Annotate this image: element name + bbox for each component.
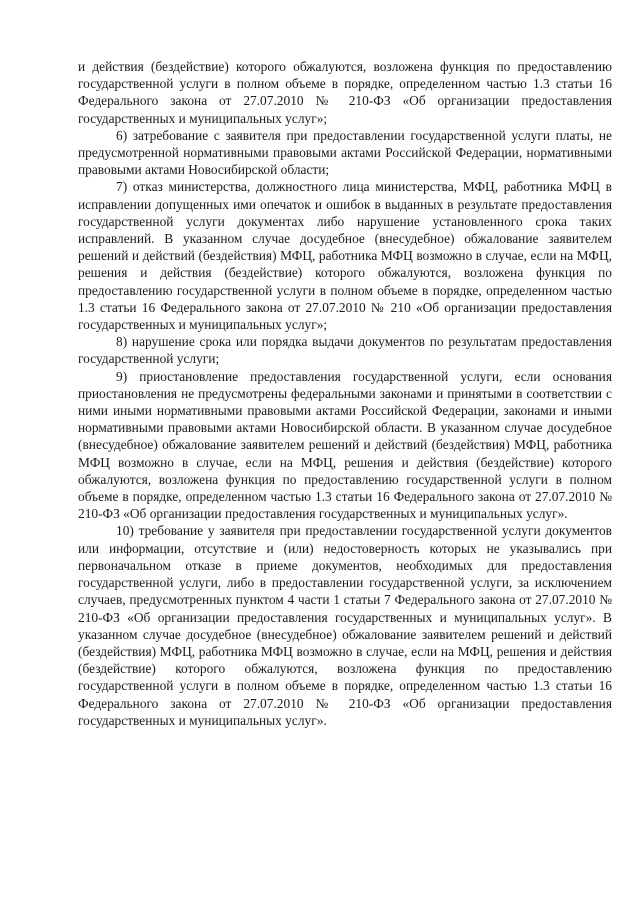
document-page: [78, 58, 612, 729]
paragraph-item-8: 8) нарушение срока или порядка выдачи документов по результатам предоставления государственной услуги;: [78, 334, 612, 367]
paragraph-item-7: 7) отказ министерства, должностного лица министерства, МФЦ, работника МФЦ в исправлении допущенных ими опечаток и ошибок в выданных в результате предоставления государственной услуги документах либо нарушение установленного срока таких исправлений. В указанном случае досудебное (внесудебное) обжалование заявителем решений и действий (бездействия) МФЦ, работника МФЦ возможно в случае, если на МФЦ, решения и действия (бездействие) которого обжалуются, возложена функция по предоставлению государственной услуги в полном объеме в порядке, определенном частью 1.3 статьи 16 Федерального закона от 27.07.2010 № 210 «Об организации предоставления государственных и муниципальных услуг»;: [78, 179, 612, 333]
paragraph-continuation: и действия (бездействие) которого обжалуются, возложена функция по предоставлению государственной услуги в полном объеме в порядке, определенном частью 1.3 статьи 16 Федерального закона от 27.07.2010 № 210-ФЗ «Об организации предоставления государственных и муниципальных услуг»;: [78, 59, 612, 126]
paragraph-item-10: 10) требование у заявителя при предоставлении государственной услуги документов или информации, отсутствие и (или) недостоверность которых не указывались при первоначальном отказе в приеме документов, необходимых для предоставления государственной услуги, либо в предоставлении государственной услуги, за исключением случаев, предусмотренных пунктом 4 части 1 статьи 7 Федерального закона от 27.07.2010 № 210-ФЗ «Об организации предоставления государственных и муниципальных услуг». В указанном случае досудебное (внесудебное) обжалование заявителем решений и действий (бездействия) МФЦ, работника МФЦ возможно в случае, если на МФЦ, решения и действия (бездействие) которого обжалуются, возложена функция по предоставлению государственной услуги в полном объеме в порядке, определенном частью 1.3 статьи 16 Федерального закона от 27.07.2010 № 210-ФЗ «Об организации предоставления государственных и муниципальных услуг».: [78, 523, 612, 728]
paragraph-item-9: 9) приостановление предоставления государственной услуги, если основания приостановления не предусмотрены федеральными законами и принятыми в соответствии с ними иными нормативными правовыми актами Российской Федерации, законами и иными нормативными правовыми актами Новосибирской области. В указанном случае досудебное (внесудебное) обжалование заявителем решений и действий (бездействия) МФЦ, работника МФЦ возможно в случае, если на МФЦ, решения и действия (бездействие) которого обжалуются, возложена функция по предоставлению государственной услуги в полном объеме в порядке, определенном частью 1.3 статьи 16 Федерального закона от 27.07.2010 № 210-ФЗ «Об организации предоставления государственных и муниципальных услуг».: [78, 368, 612, 522]
paragraph-item-6: 6) затребование с заявителя при предоставлении государственной услуги платы, не предусмотренной нормативными правовыми актами Российской Федерации, нормативными правовыми актами Новосибирской области;: [78, 127, 612, 178]
